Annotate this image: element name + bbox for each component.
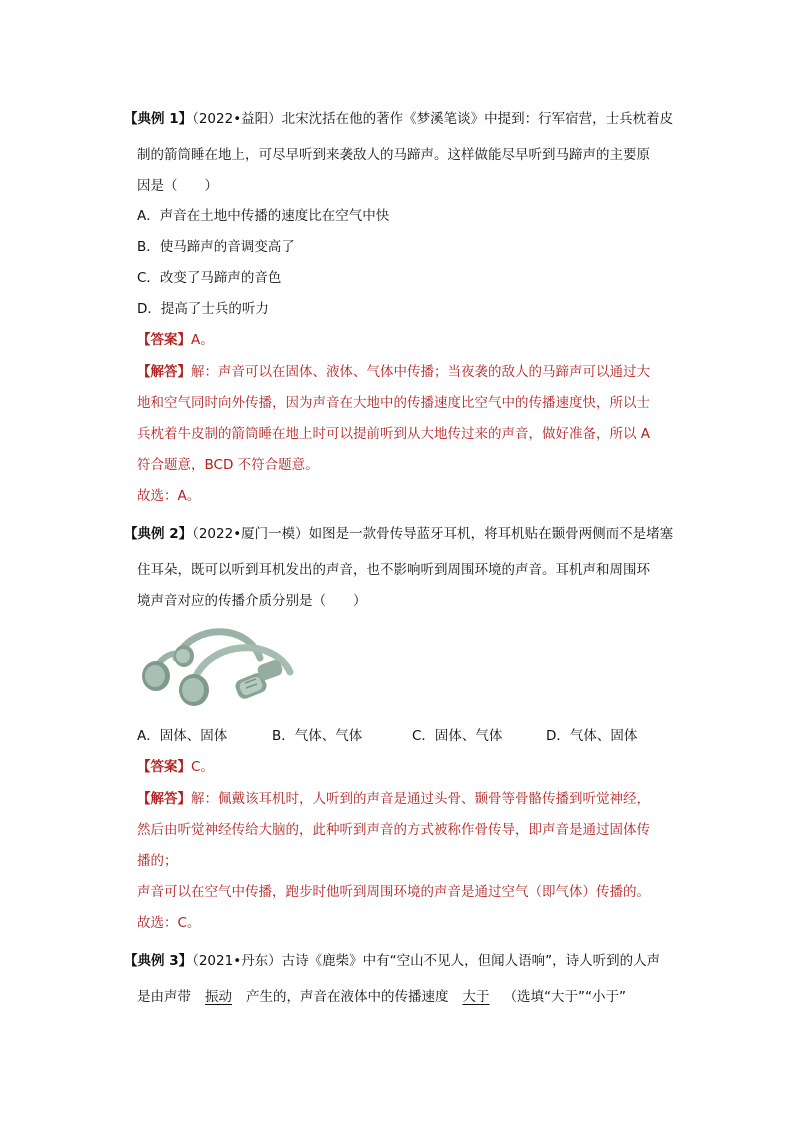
example-3-stem-2a: 是由声带 — [137, 989, 191, 1005]
example-2-analysis-1 — [137, 789, 650, 809]
example-2-line-1 — [124, 524, 673, 544]
example-2-analysis-3: 播的； — [137, 853, 178, 869]
example-1-line-1 — [124, 109, 673, 129]
example-1-option-a: A．声音在土地中传播的速度比在空气中快 — [137, 208, 390, 224]
example-1-analysis-4: 符合题意，BCD 不符合题意。 — [137, 457, 319, 473]
example-1-analysis-text-1: 解：声音可以在固体、液体、气体中传播；当夜袭的敌人的马蹄声可以通过大 — [191, 364, 650, 380]
example-2-answer — [137, 757, 214, 777]
example-1-analysis-2: 地和空气同时向外传播，因为声音在大地中的传播速度比空气中的传播速度快，所以士 — [137, 395, 650, 411]
example-2-tag: 【典例 2】 — [124, 526, 193, 542]
example-2-answer-value: C。 — [191, 759, 214, 775]
example-2-line-3: 境声音对应的传播介质分别是（ ） — [137, 593, 367, 609]
example-3-stem-1: （2021•丹东）古诗《鹿柴》中有“空山不见人，但闻人语响”，诗人听到的人声 — [192, 953, 661, 969]
example-2-answer-tag: 【答案】 — [137, 759, 191, 775]
example-1-answer-tag: 【答案】 — [137, 332, 191, 348]
example-1-choice: 故选：A。 — [137, 488, 201, 504]
example-1-analysis-tag: 【解答】 — [137, 364, 191, 380]
example-2-stem-1: （2022•厦门一模）如图是一款骨传导蓝牙耳机，将耳机贴在颞骨两侧而不是堵塞 — [192, 526, 674, 542]
example-2-analysis-4: 声音可以在空气中传播，跑步时他听到周围环境的声音是通过空气（即气体）传播的。 — [137, 884, 650, 900]
example-1-option-c: C．改变了马蹄声的音色 — [137, 270, 282, 286]
example-1-analysis-1 — [137, 362, 650, 382]
example-3-blank-1: 振动 — [205, 989, 232, 1005]
example-1-stem-1: （2022•益阳）北宋沈括在他的著作《梦溪笔谈》中提到：行军宿营，士兵枕着皮 — [192, 111, 674, 127]
example-1-answer — [137, 330, 214, 350]
example-3-stem-2c: （选填“大于”“小于” — [503, 989, 626, 1005]
example-2-choice: 故选：C。 — [137, 915, 201, 931]
bone-conduction-earphone-image — [136, 628, 294, 710]
example-3-stem-2b: 产生的，声音在液体中的传播速度 — [246, 989, 449, 1005]
example-1-answer-value: A。 — [191, 332, 214, 348]
example-1-line-2: 制的箭筒睡在地上，可尽早听到来袭敌人的马蹄声。这样做能尽早听到马蹄声的主要原 — [137, 147, 650, 163]
example-2-options — [137, 726, 657, 746]
example-3-tag: 【典例 3】 — [124, 953, 193, 969]
example-1-analysis-3: 兵枕着牛皮制的箭筒睡在地上时可以提前听到从大地传过来的声音，做好准备，所以 A — [137, 426, 651, 442]
example-2-analysis-tag: 【解答】 — [137, 791, 191, 807]
example-2-line-2: 住耳朵，既可以听到耳机发出的声音，也不影响听到周围环境的声音。耳机声和周围环 — [137, 562, 650, 578]
example-2-option-a: A．固体、固体 — [137, 728, 228, 744]
example-1-tag: 【典例 1】 — [124, 111, 193, 127]
example-2-option-d: D．气体、固体 — [546, 728, 638, 744]
example-2-option-c: C．固体、气体 — [412, 728, 503, 744]
example-1-option-d: D．提高了士兵的听力 — [137, 301, 269, 317]
example-1-line-3: 因是（ ） — [137, 178, 218, 194]
example-3-line-2 — [137, 987, 626, 1007]
example-2-analysis-2: 然后由听觉神经传给大脑的，此种听到声音的方式被称作骨传导，即声音是通过固体传 — [137, 822, 650, 838]
example-2-option-b: B．气体、气体 — [272, 728, 363, 744]
example-2-analysis-text-1: 解：佩戴该耳机时，人听到的声音是通过头骨、颞骨等骨骼传播到听觉神经， — [191, 791, 650, 807]
example-3-blank-2: 大于 — [462, 989, 490, 1005]
example-1-option-b: B．使马蹄声的音调变高了 — [137, 239, 295, 255]
example-3-line-1 — [124, 951, 660, 971]
